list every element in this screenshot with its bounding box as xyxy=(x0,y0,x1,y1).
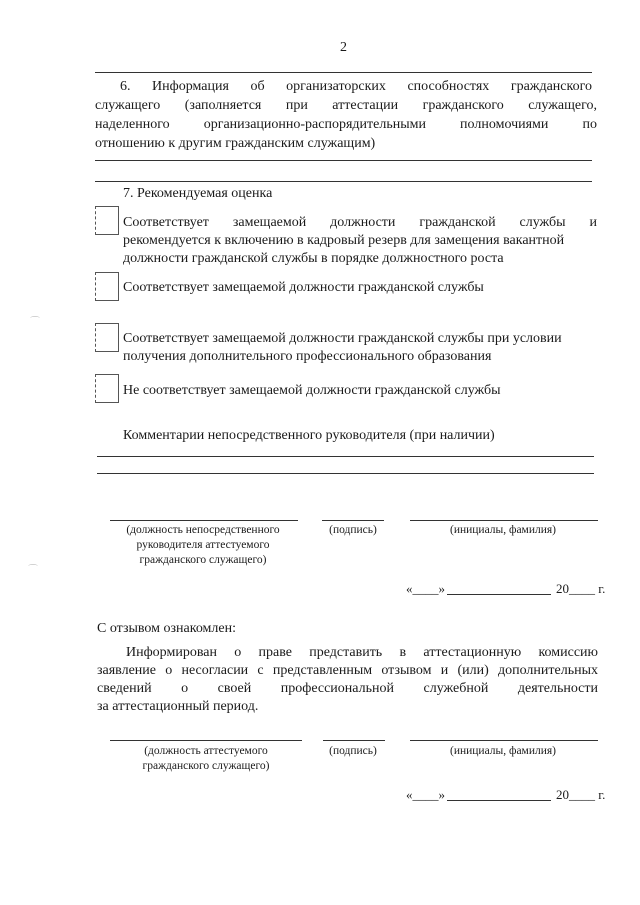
comments-line-1[interactable] xyxy=(97,456,594,457)
informed-line-1: Информирован о праве представить в аттестационную комиссию xyxy=(126,645,598,660)
informed-line-3: сведений о своей профессиональной служебной деятельности xyxy=(97,681,598,696)
page-number: 2 xyxy=(340,40,347,55)
section6-answer-line-2[interactable] xyxy=(95,181,592,182)
signature-caption-2: (подпись) xyxy=(329,745,377,757)
date-day-2[interactable]: «____» xyxy=(406,787,445,802)
section6-answer-line-1[interactable] xyxy=(95,160,592,161)
option4-label: Не соответствует замещаемой должности гражданской службы xyxy=(123,383,501,398)
option1-checkbox[interactable] xyxy=(95,206,119,235)
option1-line-3: должности гражданской службы в порядке должностного роста xyxy=(123,251,504,266)
position-caption-1: (должность непосредственного руководителя аттестуемого гражданского служащего) xyxy=(126,524,280,566)
date-month-line-1[interactable] xyxy=(447,594,551,595)
section6-line-3: наделенного организационно-распорядительными полномочиями по xyxy=(95,117,597,132)
option2-checkbox[interactable] xyxy=(95,272,119,301)
option4-checkbox[interactable] xyxy=(95,374,119,403)
option2-label: Соответствует замещаемой должности гражданской службы xyxy=(123,280,484,295)
date-day-1[interactable]: «____» xyxy=(406,581,445,596)
name-line-1[interactable] xyxy=(410,520,598,521)
comments-line-2[interactable] xyxy=(97,473,594,474)
informed-line-2: заявление о несогласии с представленным отзывом и (или) дополнительных xyxy=(97,663,598,678)
position-caption-2: (должность аттестуемого гражданского служащего) xyxy=(142,745,270,772)
scan-artifact-1: ⌒ xyxy=(30,317,40,328)
comments-label: Комментарии непосредственного руководителя (при наличии) xyxy=(123,428,495,443)
position-line-1[interactable] xyxy=(110,520,298,521)
name-line-2[interactable] xyxy=(410,740,598,741)
name-caption-1: (инициалы, фамилия) xyxy=(449,524,557,536)
section7-heading: 7. Рекомендуемая оценка xyxy=(123,186,273,201)
option3-line-1: Соответствует замещаемой должности гражданской службы при условии xyxy=(123,331,562,346)
option3-checkbox[interactable] xyxy=(95,323,119,352)
section6-top-line xyxy=(95,72,592,73)
informed-line-4: за аттестационный период. xyxy=(97,699,259,714)
scan-artifact-2: ⌒ xyxy=(28,565,38,576)
date-year-1[interactable]: 20____ г. xyxy=(556,581,606,596)
section6-line-2: служащего (заполняется при аттестации гражданского служащего, xyxy=(95,98,597,113)
date-year-2[interactable]: 20____ г. xyxy=(556,787,606,802)
signature-line-1[interactable] xyxy=(322,520,384,521)
position-line-2[interactable] xyxy=(110,740,302,741)
option1-line-2: рекомендуется к включению в кадровый резерв для замещения вакантной xyxy=(123,233,565,248)
date-month-line-2[interactable] xyxy=(447,800,551,801)
section6-line-1: 6. Информация об организаторских способностях гражданского xyxy=(120,79,592,94)
signature-caption-1: (подпись) xyxy=(329,524,377,536)
option1-line-1: Соответствует замещаемой должности гражданской службы и xyxy=(123,215,597,230)
acknowledged-label: С отзывом ознакомлен: xyxy=(97,621,236,636)
option3-line-2: получения дополнительного профессионального образования xyxy=(123,349,492,364)
name-caption-2: (инициалы, фамилия) xyxy=(449,745,557,757)
signature-line-2[interactable] xyxy=(323,740,385,741)
section6-line-4: отношению к другим гражданским служащим) xyxy=(95,136,376,151)
